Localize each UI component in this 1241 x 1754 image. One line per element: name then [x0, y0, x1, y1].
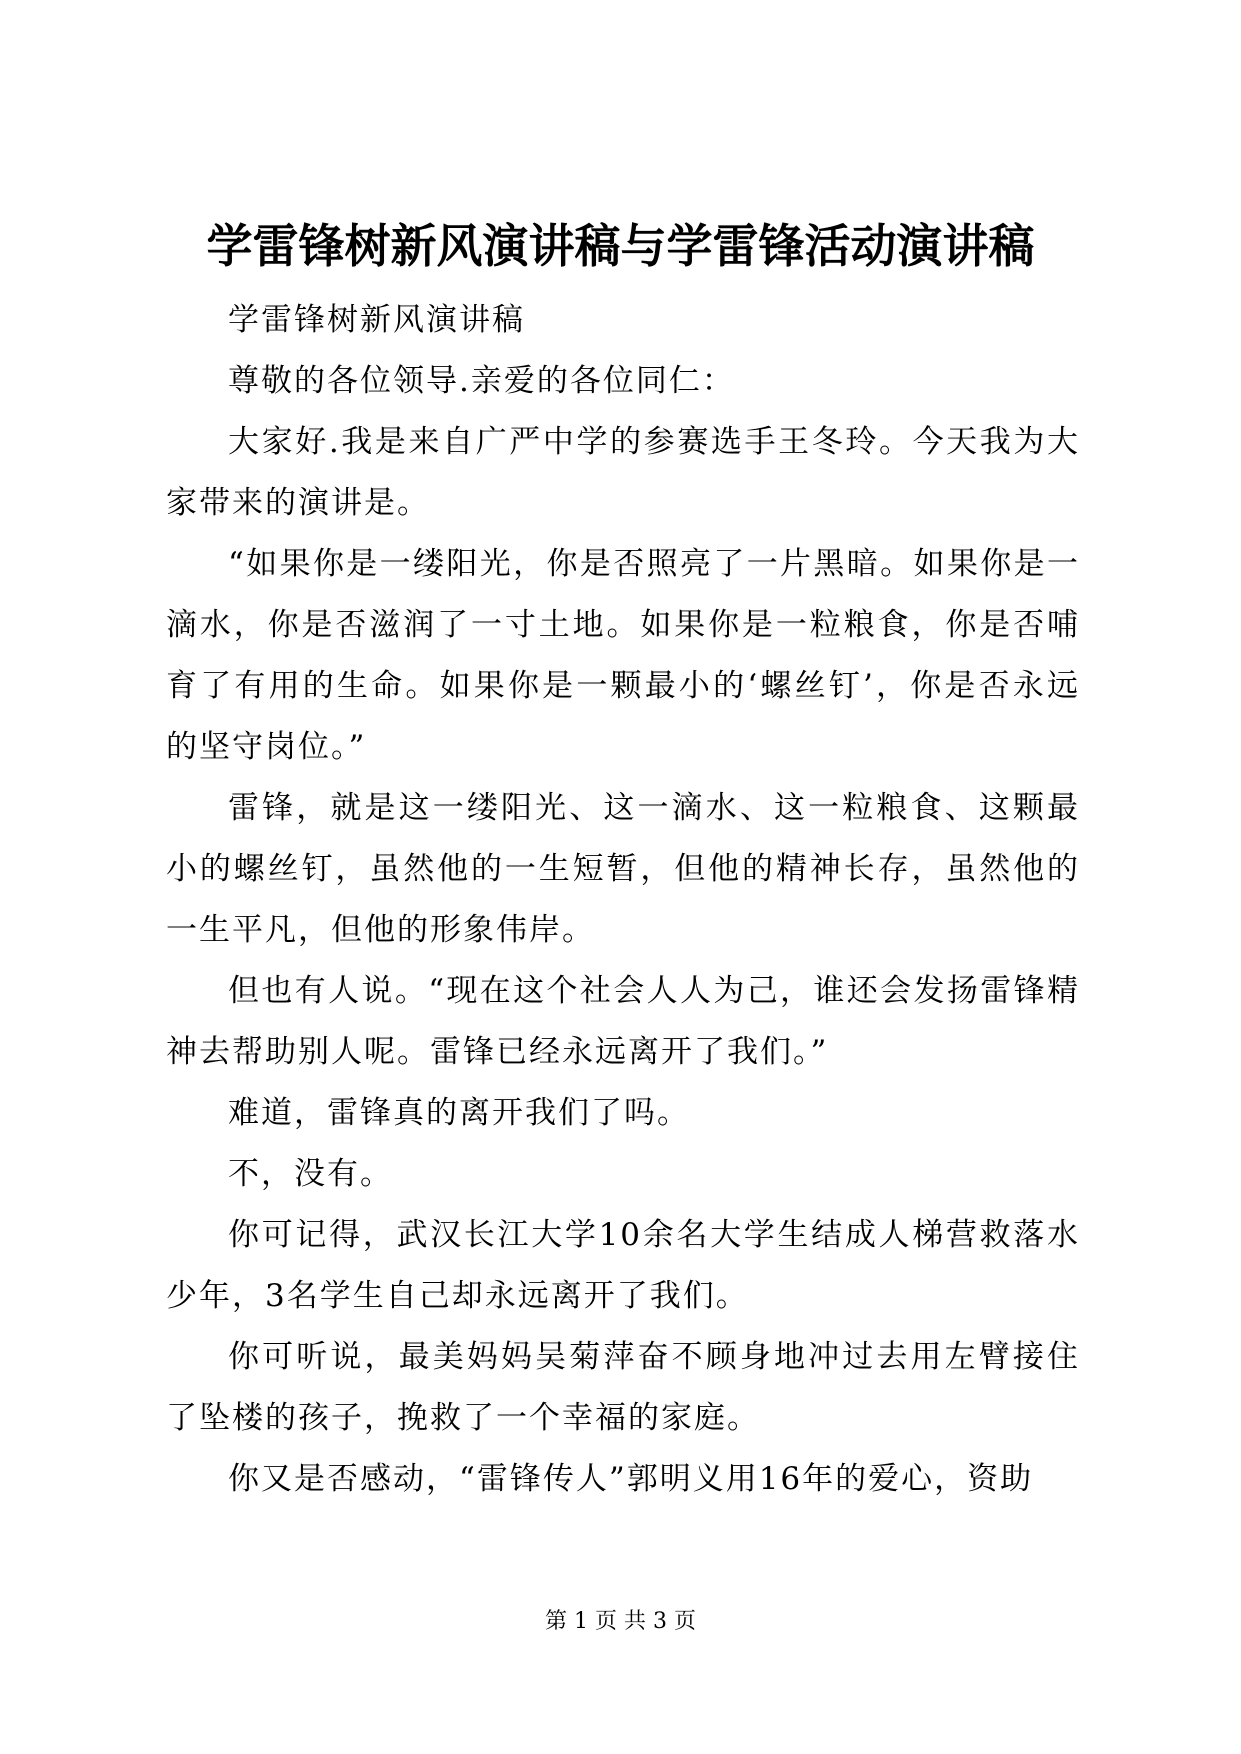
paragraph: 不，没有。 — [228, 1156, 393, 1192]
paragraph: 大家好.我是来自广严中学的参赛选手王冬玲。今天我为大家带来的演讲是。 — [166, 424, 1080, 521]
paragraph: 你可记得，武汉长江大学10余名大学生结成人梯营救落水少年，3名学生自己却永远离开了我们。 — [166, 1217, 1080, 1314]
paragraph-salutation: 尊敬的各位领导.亲爱的各位同仁： — [228, 363, 735, 399]
document-title: 学雷锋树新风演讲稿与学雷锋活动演讲稿 — [206, 219, 1035, 273]
paragraph: 雷锋，就是这一缕阳光、这一滴水、这一粒粮食、这颗最小的螺丝钉，虽然他的一生短暂，但他的精神长存，虽然他的一生平凡，但他的形象伟岸。 — [166, 790, 1080, 948]
paragraph: 但也有人说。“现在这个社会人人为己，谁还会发扬雷锋精神去帮助别人呢。雷锋已经永远离开了我们。” — [166, 973, 1080, 1070]
paragraph: 你可听说，最美妈妈吴菊萍奋不顾身地冲过去用左臂接住了坠楼的孩子，挽救了一个幸福的家庭。 — [166, 1339, 1080, 1436]
paragraph-subtitle: 学雷锋树新风演讲稿 — [228, 302, 525, 338]
paragraph: 难道，雷锋真的离开我们了吗。 — [228, 1095, 690, 1131]
paragraph: “如果你是一缕阳光，你是否照亮了一片黑暗。如果你是一滴水，你是否滋润了一寸土地。如果你是一粒粮食，你是否哺育了有用的生命。如果你是一颗最小的‘螺丝钉’，你是否永远的坚守岗位。” — [166, 546, 1080, 765]
paragraph: 你又是否感动，“雷锋传人”郭明义用16年的爱心，资助 — [228, 1461, 1034, 1497]
document-body — [166, 290, 1080, 1510]
page-number: 第 1 页 共 3 页 — [545, 1609, 696, 1634]
